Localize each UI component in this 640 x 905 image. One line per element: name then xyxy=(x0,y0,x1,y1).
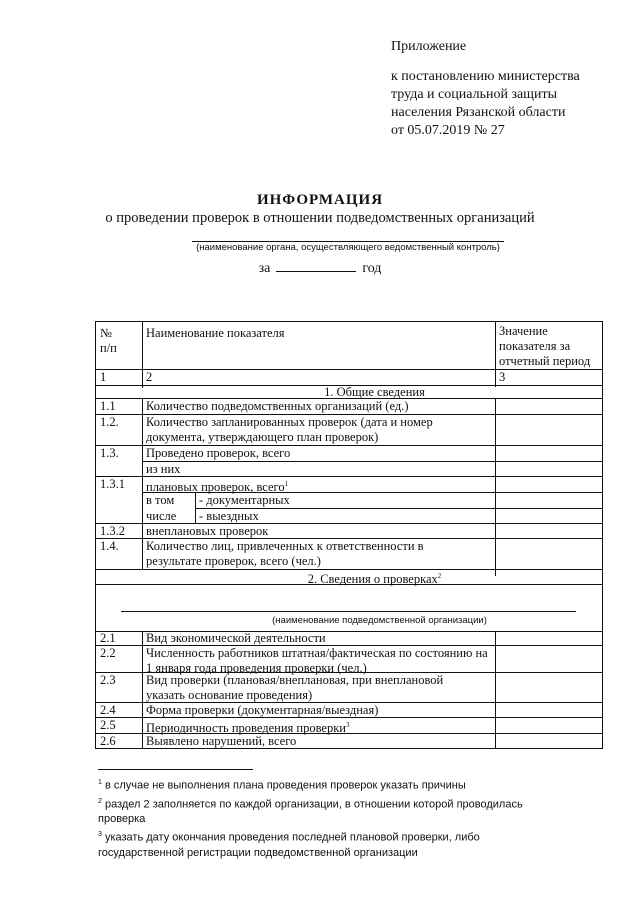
row-1-3-1-label: плановых проверок, всего xyxy=(146,480,285,495)
header-num: № п/п xyxy=(100,326,117,355)
row-chisle: числе xyxy=(146,509,177,523)
row-1-4-name: Количество лиц, привлеченных к ответственности в результате проверок, всего (чел.) xyxy=(146,539,424,568)
appendix-block xyxy=(391,38,580,140)
row-2-1-num: 2.1 xyxy=(100,631,116,645)
row-2-6-num: 2.6 xyxy=(100,734,116,748)
row-2-6-name: Выявлено нарушений, всего xyxy=(146,734,297,748)
index-col-3: 3 xyxy=(499,370,506,384)
row-2-3-num: 2.3 xyxy=(100,673,116,687)
footnotes xyxy=(98,775,568,861)
org-fill-line xyxy=(121,611,576,612)
footnote-1 xyxy=(98,775,568,794)
row-1-3-2-num: 1.3.2 xyxy=(100,524,125,538)
period-suffix: год xyxy=(362,261,382,276)
row-1-3-name: Проведено проверок, всего xyxy=(146,446,291,460)
col-divider-2 xyxy=(495,322,496,387)
col-divider-2b xyxy=(495,399,496,576)
row-1-2-name: Количество запланированных проверок (дата и номер документа, утверждающего план проверок) xyxy=(146,415,433,444)
row-1-3-num: 1.3. xyxy=(100,446,119,460)
row-v-tom: в том xyxy=(146,493,175,507)
appendix-line-3: населения Рязанской области xyxy=(391,105,566,120)
row-line xyxy=(142,461,603,462)
appendix-line-1: к постановлению министерства xyxy=(391,69,580,84)
document-subtitle: о проведении проверок в отношении подведомственных организаций xyxy=(105,210,535,226)
organ-caption: (наименование органа, осуществляющего ведомственный контроль) xyxy=(196,242,500,253)
footnote-3-text: указать дату окончания проведения последней плановой проверки, либо государственной регистрации подведомственной организации xyxy=(98,831,480,859)
indicators-table xyxy=(95,321,603,749)
footnote-ref-1: 1 xyxy=(284,480,289,488)
section2-caption: (наименование подведомственной организации) xyxy=(272,615,487,626)
appendix-line-2: труда и социальной защиты xyxy=(391,87,557,102)
row-2-3-name: Вид проверки (плановая/внеплановая, при внеплановой указать основание проведения) xyxy=(146,673,444,702)
footnote-ref-2: 2 xyxy=(437,572,442,580)
footnote-1-mark: 1 xyxy=(98,779,102,786)
row-iz-nih: из них xyxy=(146,462,181,476)
footnote-ref-3: 3 xyxy=(345,721,350,729)
row-1-1-num: 1.1 xyxy=(100,399,116,413)
footnote-1-text: в случае не выполнения плана проведения проверок указать причины xyxy=(104,779,466,792)
period-line xyxy=(0,259,640,277)
row-1-3-1-num: 1.3.1 xyxy=(100,477,125,491)
section2-label: 2. Сведения о проверках xyxy=(307,572,438,587)
row-1-1-name: Количество подведомственных организаций (ед.) xyxy=(146,399,409,413)
row-2-5-num: 2.5 xyxy=(100,718,116,732)
period-blank xyxy=(276,259,356,272)
row-2-4-num: 2.4 xyxy=(100,703,116,717)
header-value: Значение показателя за отчетный период xyxy=(499,324,591,368)
appendix-line-4: от 05.07.2019 № 27 xyxy=(391,123,505,138)
appendix-title: Приложение xyxy=(391,39,467,54)
row-1-2-num: 1.2. xyxy=(100,415,119,429)
row-2-5-label: Периодичность проведения проверки xyxy=(146,721,346,736)
footnote-2-mark: 2 xyxy=(98,797,102,805)
row-2-1-name: Вид экономической деятельности xyxy=(146,631,326,645)
footnote-separator xyxy=(98,769,253,770)
index-col-2: 2 xyxy=(146,370,153,384)
header-name: Наименование показателя xyxy=(146,326,285,340)
row-2-4-name: Форма проверки (документарная/выездная) xyxy=(146,703,379,717)
footnote-3-mark: 3 xyxy=(98,831,102,839)
row-documentary: - документарных xyxy=(199,493,290,507)
index-col-1: 1 xyxy=(100,370,107,384)
row-field: - выездных xyxy=(199,509,259,523)
period-prefix: за xyxy=(258,261,271,276)
section1-title: 1. Общие сведения xyxy=(324,385,425,399)
section2-title xyxy=(96,569,603,587)
row-1-4-num: 1.4. xyxy=(100,539,119,553)
row-line xyxy=(96,369,603,370)
row-2-2-name: Численность работников штатная/фактическая по состоянию на 1 января года проведения проверки (чел.) xyxy=(146,646,488,675)
footnote-3 xyxy=(98,827,568,861)
footnote-2 xyxy=(98,794,568,828)
col-divider-2c xyxy=(495,632,496,749)
row-2-2-num: 2.2 xyxy=(100,646,116,660)
row-1-3-2-name: внеплановых проверок xyxy=(146,524,269,538)
document-title: ИНФОРМАЦИЯ xyxy=(256,192,384,208)
footnote-2-text: раздел 2 заполняется по каждой организации, в отношении которой проводилась проверка xyxy=(98,798,523,826)
row-1-3-1-name xyxy=(146,477,491,495)
